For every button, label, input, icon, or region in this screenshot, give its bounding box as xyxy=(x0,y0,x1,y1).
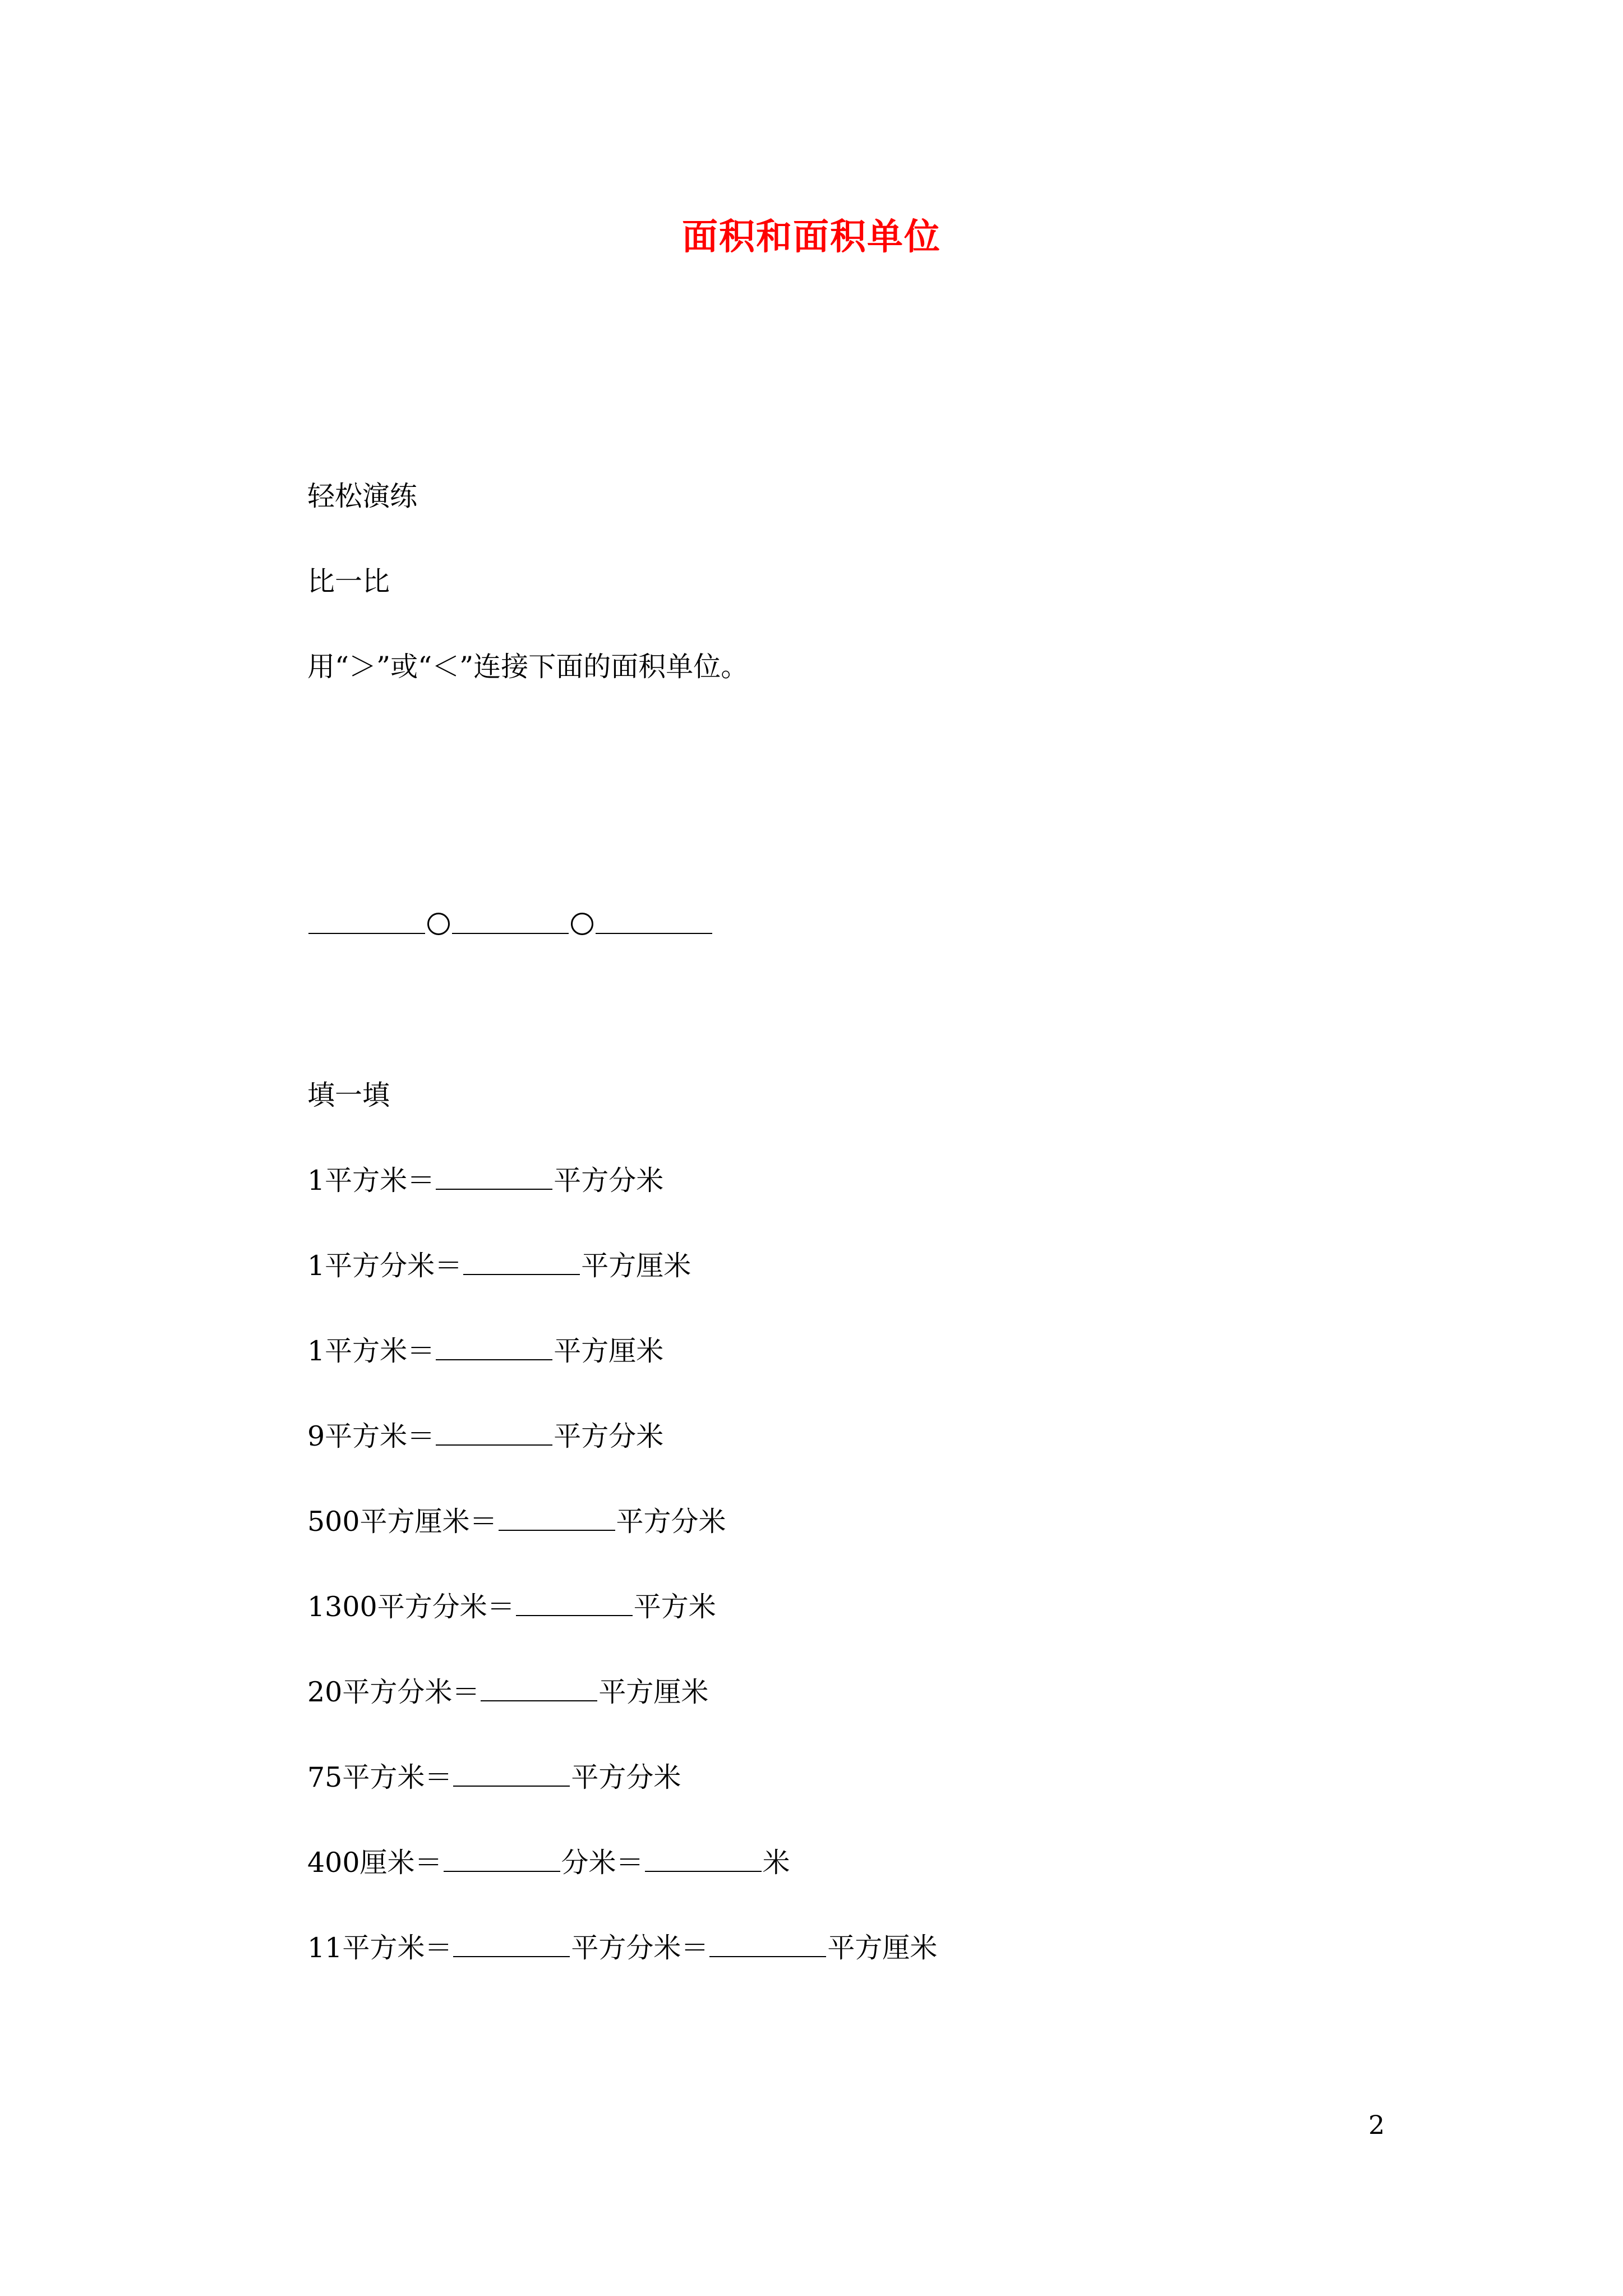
fill-item xyxy=(307,1161,663,1200)
answer-blank[interactable] xyxy=(453,1929,570,1957)
section-heading: 轻松演练 xyxy=(307,480,418,512)
fill-item-left: 1300平方分米＝ xyxy=(307,1591,515,1623)
answer-blank[interactable] xyxy=(453,1759,570,1787)
answer-blank[interactable] xyxy=(709,1929,826,1957)
fill-item xyxy=(307,1673,708,1712)
fill-item-right: 平方分米 xyxy=(571,1761,681,1793)
fill-item xyxy=(307,1758,681,1797)
compare-instruction: 用“＞”或“＜”连接下面的面积单位。 xyxy=(307,651,749,683)
page-number: 2 xyxy=(1368,2110,1385,2140)
fill-item-left: 9平方米＝ xyxy=(307,1420,435,1452)
fill-item-right: 平方分米 xyxy=(616,1506,726,1538)
fill-item-right: 平方米 xyxy=(633,1591,716,1623)
fill-item xyxy=(307,1929,937,1968)
fill-item xyxy=(307,1843,790,1883)
fill-item-right: 平方厘米 xyxy=(827,1932,938,1964)
answer-blank[interactable] xyxy=(436,1418,552,1446)
answer-blank[interactable] xyxy=(436,1332,552,1360)
compare-answer-row xyxy=(307,905,713,945)
answer-blank[interactable] xyxy=(645,1844,762,1872)
document-title: 面积和面积单位 xyxy=(682,216,941,258)
fill-item-left: 1平方米＝ xyxy=(307,1165,435,1197)
fill-item xyxy=(307,1246,691,1286)
answer-blank[interactable] xyxy=(596,906,712,934)
fill-item-left: 500平方厘米＝ xyxy=(307,1506,497,1538)
fill-item-left: 11平方米＝ xyxy=(307,1932,453,1964)
answer-blank[interactable] xyxy=(452,906,569,934)
fill-item-left: 75平方米＝ xyxy=(307,1761,453,1793)
answer-blank[interactable] xyxy=(463,1247,580,1275)
comparison-circle[interactable] xyxy=(427,913,450,935)
fill-item-left: 1平方分米＝ xyxy=(307,1250,463,1282)
fill-item-right: 平方分米 xyxy=(554,1165,664,1197)
comparison-circle[interactable] xyxy=(571,913,593,935)
fill-item-right: 平方厘米 xyxy=(598,1676,709,1708)
fill-item-left: 20平方分米＝ xyxy=(307,1676,480,1708)
fill-item xyxy=(307,1417,663,1456)
fill-item-right: 平方厘米 xyxy=(581,1250,691,1282)
fill-item-right: 平方厘米 xyxy=(554,1335,664,1367)
fill-item-middle: 平方分米＝ xyxy=(571,1932,709,1964)
fill-item-right: 米 xyxy=(762,1847,790,1879)
answer-blank[interactable] xyxy=(481,1673,597,1701)
fill-item-middle: 分米＝ xyxy=(561,1847,644,1879)
answer-blank[interactable] xyxy=(308,906,425,934)
answer-blank[interactable] xyxy=(499,1503,615,1531)
answer-blank[interactable] xyxy=(516,1588,633,1616)
fill-item xyxy=(307,1332,663,1371)
answer-blank[interactable] xyxy=(436,1162,552,1190)
fill-item xyxy=(307,1502,726,1542)
fill-heading: 填一填 xyxy=(307,1079,390,1111)
answer-blank[interactable] xyxy=(444,1844,560,1872)
fill-item-left: 400厘米＝ xyxy=(307,1847,442,1879)
compare-heading: 比一比 xyxy=(307,565,390,597)
fill-item-right: 平方分米 xyxy=(554,1420,664,1452)
fill-item-left: 1平方米＝ xyxy=(307,1335,435,1367)
fill-item xyxy=(307,1588,716,1627)
